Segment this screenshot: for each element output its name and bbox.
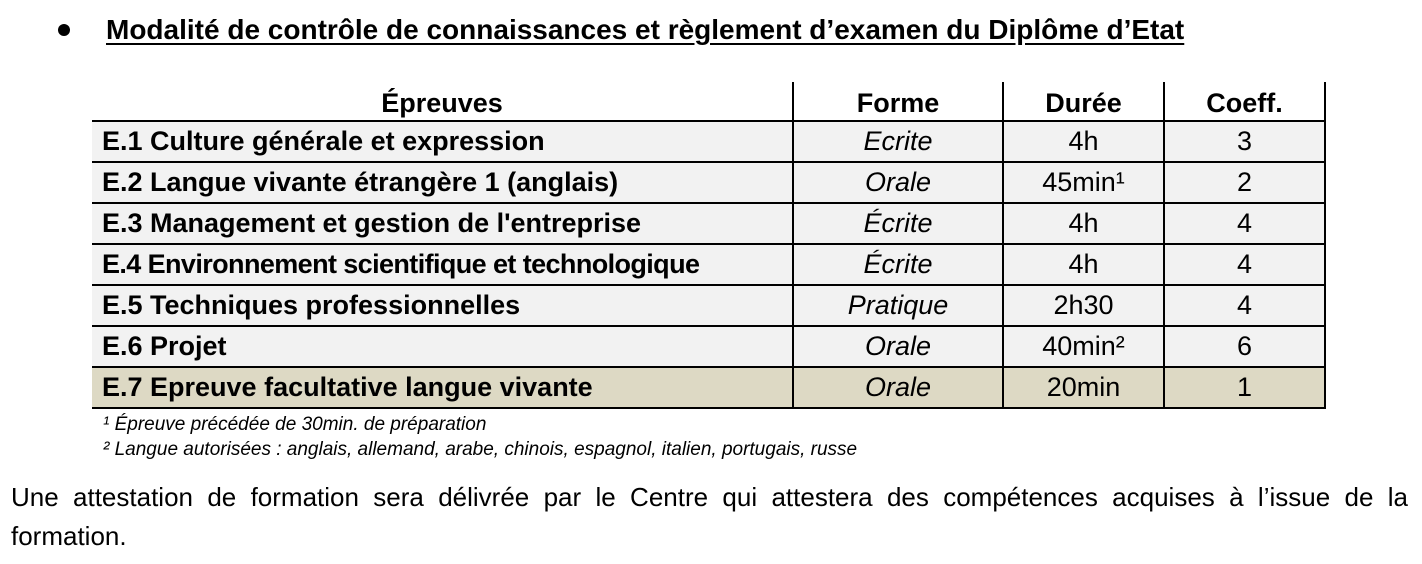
table-row xyxy=(92,285,1325,326)
epreuve-cell: E.7 Epreuve facultative langue vivante xyxy=(92,367,793,408)
epreuve-cell: E.5 Techniques professionnelles xyxy=(92,285,793,326)
duree-cell: 4h xyxy=(1003,203,1164,244)
table-row xyxy=(92,162,1325,203)
section-heading xyxy=(58,14,1184,46)
table-row xyxy=(92,203,1325,244)
header-epreuves: Épreuves xyxy=(92,82,793,121)
header-duree: Durée xyxy=(1003,82,1164,121)
coeff-cell: 4 xyxy=(1164,203,1325,244)
exam-table xyxy=(92,82,1326,409)
forme-cell: Orale xyxy=(793,162,1003,203)
duree-cell: 4h xyxy=(1003,244,1164,285)
header-forme: Forme xyxy=(793,82,1003,121)
coeff-cell: 6 xyxy=(1164,326,1325,367)
duree-cell: 40min² xyxy=(1003,326,1164,367)
duree-cell: 4h xyxy=(1003,121,1164,162)
coeff-cell: 3 xyxy=(1164,121,1325,162)
duree-cell: 45min¹ xyxy=(1003,162,1164,203)
forme-cell: Pratique xyxy=(793,285,1003,326)
forme-cell: Orale xyxy=(793,326,1003,367)
table-row-optional xyxy=(92,367,1325,408)
header-coeff: Coeff. xyxy=(1164,82,1325,121)
table-header-row xyxy=(92,82,1325,121)
duree-cell: 20min xyxy=(1003,367,1164,408)
coeff-cell: 4 xyxy=(1164,244,1325,285)
coeff-cell: 4 xyxy=(1164,285,1325,326)
heading-text: Modalité de contrôle de connaissances et règlement d’examen du Diplôme d’Etat xyxy=(106,14,1185,45)
coeff-cell: 1 xyxy=(1164,367,1325,408)
duree-cell: 2h30 xyxy=(1003,285,1164,326)
forme-cell: Écrite xyxy=(793,244,1003,285)
forme-cell: Ecrite xyxy=(793,121,1003,162)
table-row xyxy=(92,121,1325,162)
epreuve-cell: E.4 Environnement scientifique et technologique xyxy=(92,244,793,285)
epreuve-cell: E.6 Projet xyxy=(92,326,793,367)
coeff-cell: 2 xyxy=(1164,162,1325,203)
forme-cell: Orale xyxy=(793,367,1003,408)
epreuve-cell: E.2 Langue vivante étrangère 1 (anglais) xyxy=(92,162,793,203)
footnote-2: ² Langue autorisées : anglais, allemand, arabe, chinois, espagnol, italien, portugais, russe xyxy=(103,439,858,460)
epreuve-cell: E.1 Culture générale et expression xyxy=(92,121,793,162)
bullet-icon xyxy=(58,24,70,36)
footnotes xyxy=(103,412,857,462)
footnote-1: ¹ Épreuve précédée de 30min. de préparation xyxy=(103,414,487,435)
table-row xyxy=(92,326,1325,367)
table-row xyxy=(92,244,1325,285)
forme-cell: Écrite xyxy=(793,203,1003,244)
epreuve-cell: E.3 Management et gestion de l'entreprise xyxy=(92,203,793,244)
attestation-paragraph: Une attestation de formation sera délivrée par le Centre qui attestera des compétences acquises à l’issue de la formation. xyxy=(11,482,1408,551)
